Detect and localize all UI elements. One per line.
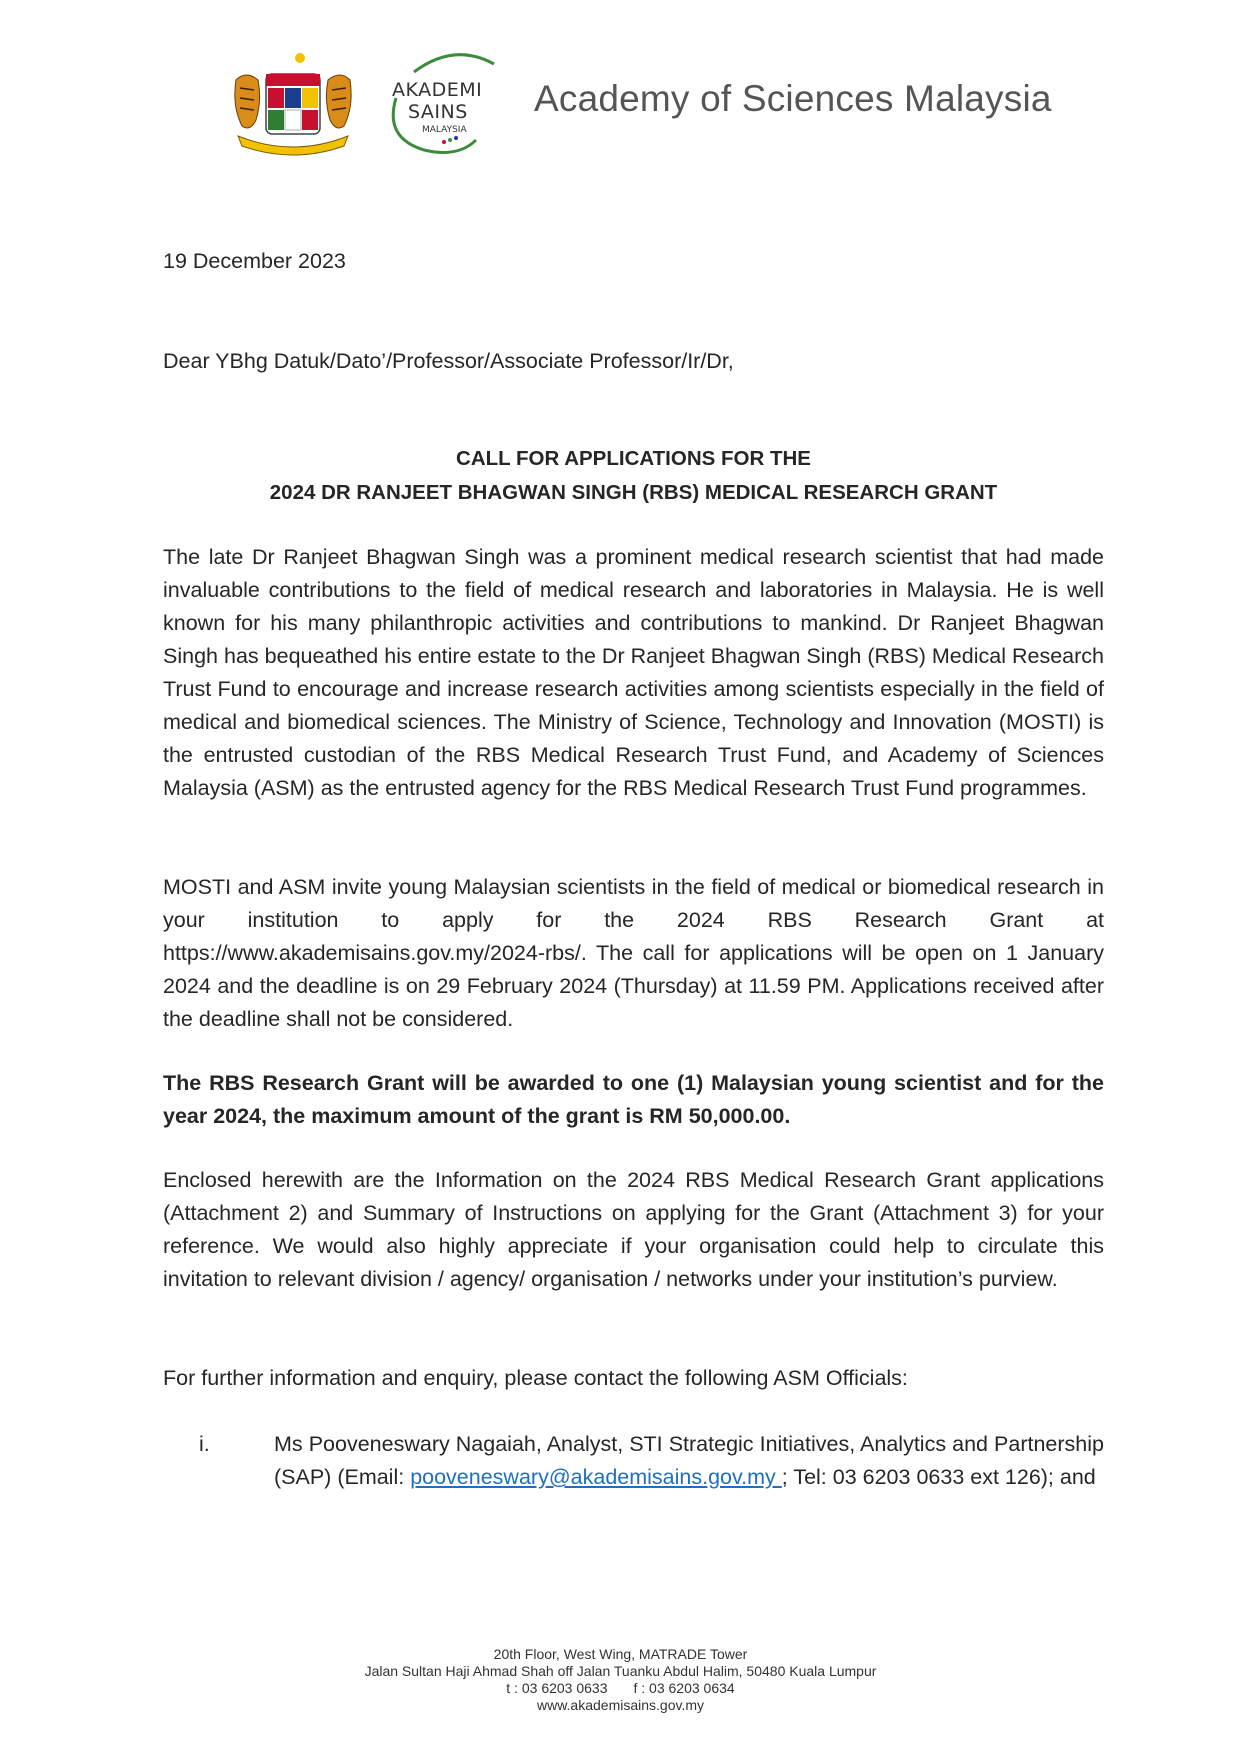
footer-tel: t : 03 6203 0633 xyxy=(506,1680,608,1696)
footer-phone-line xyxy=(0,1680,1241,1697)
letter-date: 19 December 2023 xyxy=(163,249,346,273)
title-line-2: 2024 DR RANJEET BHAGWAN SINGH (RBS) MEDICAL RESEARCH GRANT xyxy=(269,481,998,504)
organization-name: Academy of Sciences Malaysia xyxy=(534,78,1052,119)
title-line-1: CALL FOR APPLICATIONS FOR THE xyxy=(456,447,811,470)
paragraph-invitation: MOSTI and ASM invite young Malaysian scientists in the field of medical or biomedical research in your institution to apply for the 2024 RBS Research Grant at https://www.akademisains.gov.my/2024-rbs/. The call for applications will be open on 1 January 2024 and the deadline is on 29 February 2024 (Thursday) at 11.59 PM. Applications received after the deadline shall not be considered. xyxy=(163,875,1104,1031)
contact-details xyxy=(274,1428,1104,1494)
contact-number: i. xyxy=(199,1432,210,1456)
svg-text:AKADEMI: AKADEMI xyxy=(392,79,483,101)
contact-text-before: Ms Pooveneswary Nagaiah, Analyst, STI Strategic Initiatives, Analytics and Partnership (SAP) (Email: xyxy=(274,1432,1104,1489)
svg-text:SAINS: SAINS xyxy=(408,101,468,123)
contact-email-link[interactable]: pooveneswary@akademisains.gov.my xyxy=(410,1465,782,1489)
footer-fax: f : 03 6203 0634 xyxy=(633,1680,735,1696)
malaysia-coat-of-arms-icon xyxy=(228,50,358,156)
footer-website[interactable]: www.akademisains.gov.my xyxy=(536,1697,705,1713)
footer-address-line-2: Jalan Sultan Haji Ahmad Shah off Jalan Tuanku Abdul Halim, 50480 Kuala Lumpur xyxy=(364,1663,877,1679)
akademi-sains-malaysia-logo-icon xyxy=(378,46,498,158)
contact-text-after: ; Tel: 03 6203 0633 ext 126); and xyxy=(781,1465,1096,1489)
letter-title xyxy=(163,442,1104,510)
paragraph-attachments: Enclosed herewith are the Information on the 2024 RBS Medical Research Grant applications (Attachment 2) and Summary of Instructions on applying for the Grant (Attachment 3) for your reference. We would also highly appreciate if your organisation could help to circulate this invitation to relevant division / agency/ organisation / networks under your institution’s purview. xyxy=(163,1168,1104,1291)
letterhead xyxy=(228,44,1052,164)
paragraph-background: The late Dr Ranjeet Bhagwan Singh was a prominent medical research scientist that had made invaluable contributions to the field of medical research and laboratories in Malaysia. He is well known for his many philanthropic activities and contributions to mankind. Dr Ranjeet Bhagwan Singh has bequeathed his entire estate to the Dr Ranjeet Bhagwan Singh (RBS) Medical Research Trust Fund to encourage and increase research activities among scientists especially in the field of medical and biomedical sciences. The Ministry of Science, Technology and Innovation (MOSTI) is the entrusted custodian of the RBS Medical Research Trust Fund, and Academy of Sciences Malaysia (ASM) as the entrusted agency for the RBS Medical Research Trust Fund programmes. xyxy=(163,545,1104,800)
svg-text:MALAYSIA: MALAYSIA xyxy=(422,125,467,135)
paragraph-contact-intro: For further information and enquiry, please contact the following ASM Officials: xyxy=(163,1366,908,1390)
salutation: Dear YBhg Datuk/Dato’/Professor/Associate Professor/Ir/Dr, xyxy=(163,349,734,373)
paragraph-grant-amount: The RBS Research Grant will be awarded to one (1) Malaysian young scientist and for the year 2024, the maximum amount of the grant is RM 50,000.00. xyxy=(163,1071,1104,1128)
letter-footer xyxy=(0,1646,1241,1714)
footer-address-line-1: 20th Floor, West Wing, MATRADE Tower xyxy=(493,1646,748,1662)
